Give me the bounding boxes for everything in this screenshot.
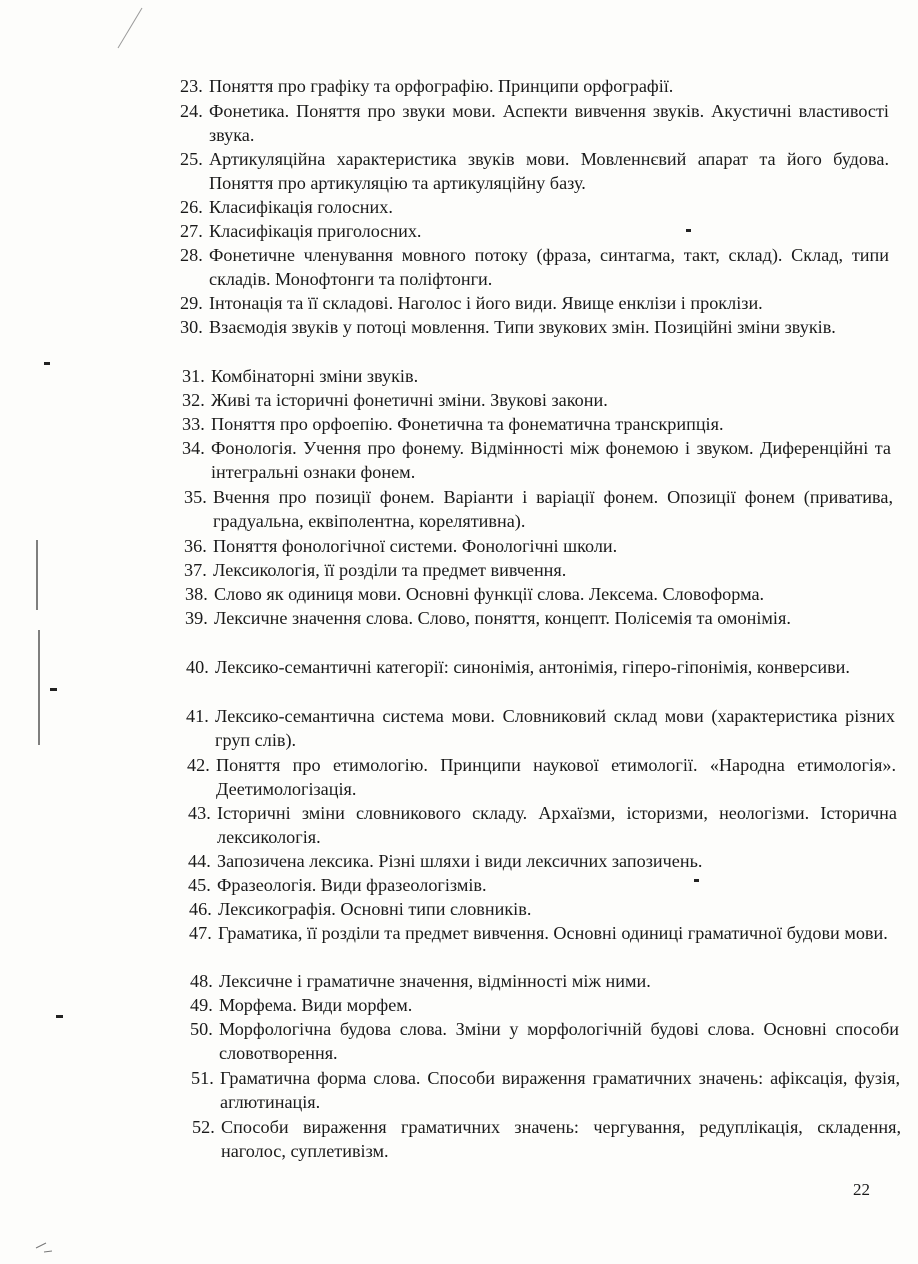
page-number: 22 [853, 1180, 870, 1199]
item-number: 36. [184, 536, 207, 556]
item-number: 24. [180, 101, 203, 121]
list-item [186, 656, 895, 680]
list-item [191, 1067, 900, 1114]
item-number: 45. [188, 875, 211, 895]
list-item [185, 607, 894, 631]
item-number: 26. [180, 197, 203, 217]
list-item [180, 316, 889, 340]
item-number: 48. [190, 971, 213, 991]
item-text: Історичні зміни словникового складу. Архаїзми, історизми, неологізми. Історична лексикологія. [217, 803, 897, 847]
item-text: Поняття про орфоепію. Фонетична та фонематична транскрипція. [211, 414, 724, 434]
list-item [180, 244, 889, 291]
list-item [180, 292, 889, 316]
item-text: Вчення про позиції фонем. Варіанти і варіації фонем. Опозиції фонем (приватива, градуальна, еквіполентна, корелятивна). [213, 487, 893, 531]
item-number: 30. [180, 317, 203, 337]
list-item [184, 559, 893, 583]
item-number: 37. [184, 560, 207, 580]
item-number: 28. [180, 245, 203, 265]
list-item [189, 922, 898, 946]
list-item [190, 970, 899, 994]
item-text: Поняття про графіку та орфографію. Принципи орфографії. [209, 76, 674, 96]
item-text: Морфологічна будова слова. Зміни у морфологічній будові слова. Основні способи словотворення. [219, 1019, 899, 1063]
item-text: Поняття фонологічної системи. Фонологічні школи. [213, 536, 618, 556]
item-number: 32. [182, 390, 205, 410]
item-number: 31. [182, 366, 205, 386]
item-number: 25. [180, 149, 203, 169]
item-number: 41. [186, 706, 209, 726]
item-text: Способи вираження граматичних значень: чергування, редуплікація, складення, наголос, суплетивізм. [221, 1117, 901, 1161]
list-item [182, 413, 891, 437]
item-text: Інтонація та її складові. Наголос і його види. Явище енклізи і проклізи. [209, 293, 763, 313]
item-number: 27. [180, 221, 203, 241]
item-text: Поняття про етимологію. Принципи наукової етимології. «Народна етимологія». Деетимологізація. [216, 755, 896, 799]
item-number: 39. [185, 608, 208, 628]
item-text: Артикуляційна характеристика звуків мови. Мовленнєвий апарат та його будова. Поняття про артикуляцію та артикуляційну базу. [209, 149, 889, 193]
list-item [188, 802, 897, 849]
list-item [185, 583, 894, 607]
item-text: Класифікація приголосних. [209, 221, 422, 241]
list-item [188, 874, 897, 898]
item-text: Морфема. Види морфем. [219, 995, 413, 1015]
item-number: 46. [189, 899, 212, 919]
item-number: 29. [180, 293, 203, 313]
list-item [180, 148, 889, 195]
item-number: 49. [190, 995, 213, 1015]
list-item [180, 196, 889, 220]
item-number: 50. [190, 1019, 213, 1039]
item-text: Граматика, її розділи та предмет вивчення. Основні одиниці граматичної будови мови. [218, 923, 888, 943]
list-item [182, 437, 891, 484]
item-text: Слово як одиниця мови. Основні функції слова. Лексема. Словоформа. [214, 584, 765, 604]
item-text: Живі та історичні фонетичні зміни. Звукові закони. [211, 390, 608, 410]
list-item [180, 75, 889, 99]
item-number: 51. [191, 1068, 214, 1088]
list-item [190, 994, 899, 1018]
item-text: Лексичне і граматичне значення, відмінності між ними. [219, 971, 651, 991]
item-number: 38. [185, 584, 208, 604]
list-item [187, 754, 896, 801]
list-item [180, 100, 889, 147]
item-text: Лексикологія, її розділи та предмет вивчення. [213, 560, 567, 580]
item-number: 34. [182, 438, 205, 458]
item-number: 40. [186, 657, 209, 677]
item-text: Лексичне значення слова. Слово, поняття, концепт. Полісемія та омонімія. [214, 608, 791, 628]
item-text: Запозичена лексика. Різні шляхи і види лексичних запозичень. [217, 851, 703, 871]
item-text: Фонологія. Учення про фонему. Відмінності між фонемою і звуком. Диференційні та інтегральні ознаки фонем. [211, 438, 891, 482]
list-item [184, 486, 893, 533]
item-text: Лексикографія. Основні типи словників. [218, 899, 532, 919]
list-item [188, 850, 897, 874]
item-number: 44. [188, 851, 211, 871]
item-text: Фонетичне членування мовного потоку (фраза, синтагма, такт, склад). Склад, типи складів. Монофтонги та поліфтонги. [209, 245, 889, 289]
item-number: 42. [187, 755, 210, 775]
item-text: Лексико-семантичні категорії: синонімія, антонімія, гіперо-гіпонімія, конверсиви. [215, 657, 850, 677]
item-text: Фонетика. Поняття про звуки мови. Аспекти вивчення звуків. Акустичні властивості звука. [209, 101, 889, 145]
list-item [184, 535, 893, 559]
list-item [189, 898, 898, 922]
item-number: 43. [188, 803, 211, 823]
list-item [192, 1116, 901, 1163]
list-item [182, 365, 891, 389]
item-number: 52. [192, 1117, 215, 1137]
item-text: Лексико-семантична система мови. Словниковий склад мови (характеристика різних груп слів). [215, 706, 895, 750]
list-item [180, 220, 889, 244]
item-text: Класифікація голосних. [209, 197, 393, 217]
list-item [190, 1018, 899, 1065]
item-text: Взаємодія звуків у потоці мовлення. Типи звукових змін. Позиційні зміни звуків. [209, 317, 836, 337]
item-number: 23. [180, 76, 203, 96]
item-number: 35. [184, 487, 207, 507]
item-text: Фразеологія. Види фразеологізмів. [217, 875, 487, 895]
list-item [186, 705, 895, 752]
item-number: 47. [189, 923, 212, 943]
item-text: Граматична форма слова. Способи вираження граматичних значень: афіксація, фузія, аглютинація. [220, 1068, 900, 1112]
list-item [182, 389, 891, 413]
item-number: 33. [182, 414, 205, 434]
item-text: Комбінаторні зміни звуків. [211, 366, 419, 386]
